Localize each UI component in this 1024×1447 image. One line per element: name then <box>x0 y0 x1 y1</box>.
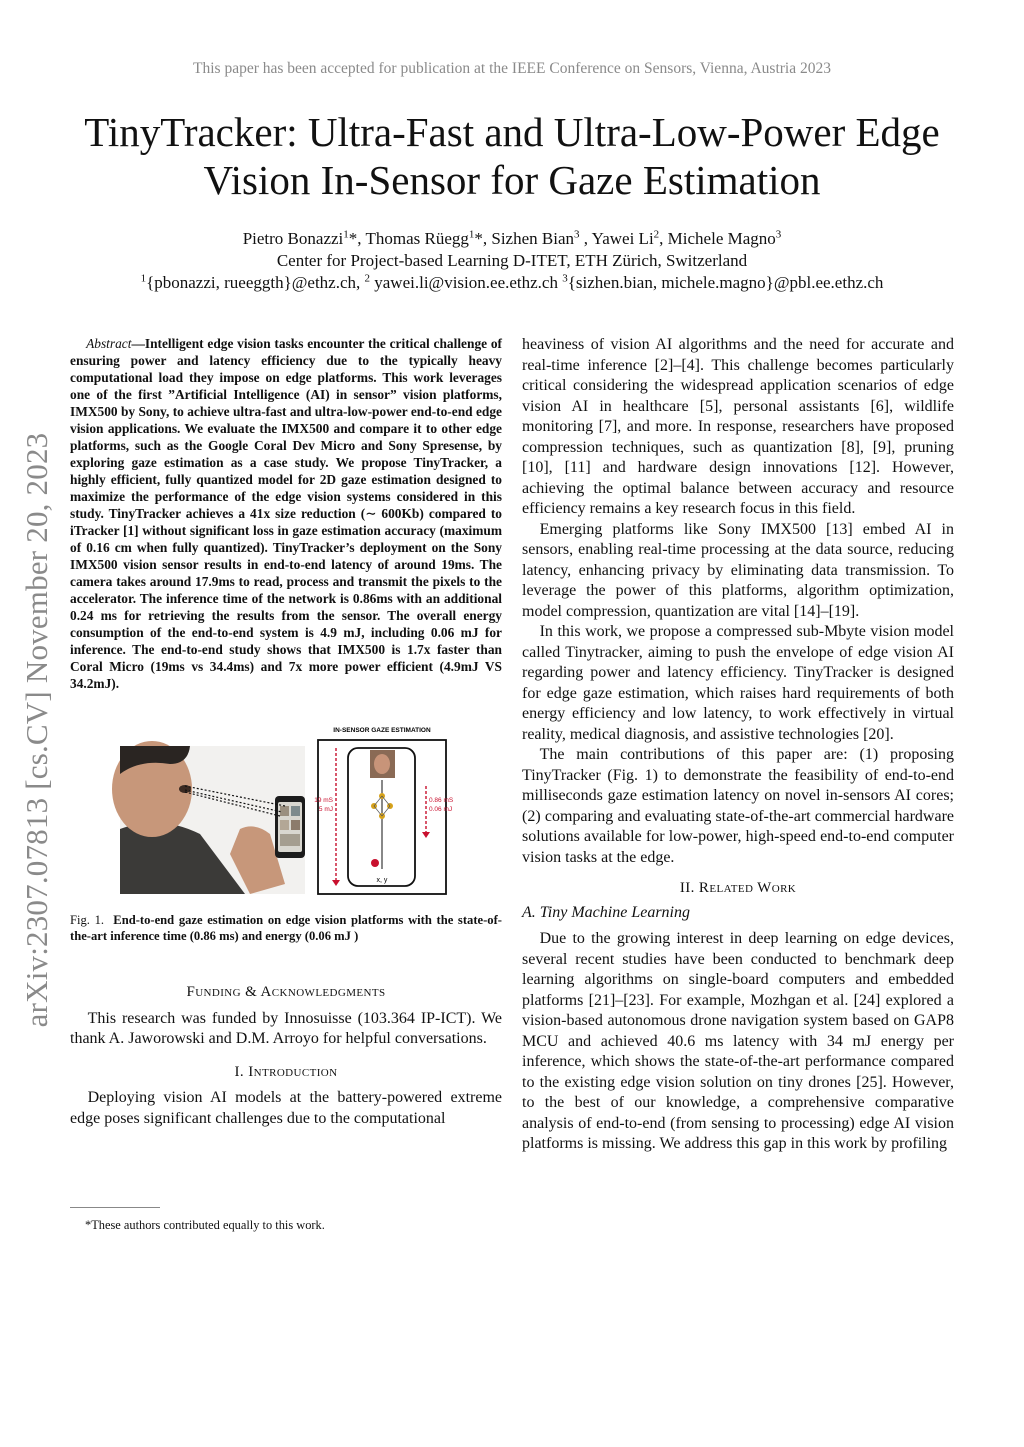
intro-paragraph-1: Deploying vision AI models at the battery-powered extreme edge poses significant challenges due to the computational <box>70 1089 502 1127</box>
arxiv-identifier: arXiv:2307.07813 [cs.CV] November 20, 2023 <box>19 432 54 1028</box>
author-name: Sizhen Bian <box>491 229 575 248</box>
related-work-heading: II. Related Work <box>679 880 797 896</box>
author-affil-mark: 2 <box>653 228 660 241</box>
abstract <box>70 335 502 692</box>
intro-heading: I. Introduction <box>234 1063 338 1080</box>
publication-notice: This paper has been accepted for publication at the IEEE Conference on Sensors, Vienna, Austria 2023 <box>193 60 831 77</box>
funding-heading: Funding & Acknowledgments <box>186 984 386 1000</box>
gaze-estimation-figure <box>70 727 502 894</box>
right-energy-label: 0.06 mJ <box>429 806 453 813</box>
author-name: Yawei Li <box>591 229 654 248</box>
output-label: x, y <box>376 877 388 884</box>
author-names: Pietro Bonazzi$^1$*, Thomas Rüegg$^1$*, Sizhen Bian$^3$ , Yawei Li$^2$, Michele Magno$^3$ <box>242 228 782 248</box>
author-affil-mark: 1 <box>343 228 349 241</box>
panel-title: IN-SENSOR GAZE ESTIMATION <box>333 727 431 734</box>
figure-1 <box>70 727 502 894</box>
arxiv-sidebar <box>12 432 62 1028</box>
subsection-heading: A. Tiny Machine Learning <box>522 903 690 921</box>
right-time-label: 0.86 mS <box>429 797 454 804</box>
left-time-label: 19 mS <box>314 797 333 804</box>
intro-paragraph-3: In this work, we propose a compressed sub-Mbyte vision model called Tinytracker, aiming to push the envelope of edge vision AI regarding power and latency efficiency. TinyTracker is designed for edge gaze estimation, which raises hard requirements of both energy efficiency and low latency, to work effectively in virtual reality, medical diagnosis, and assistive technologies [20]. <box>522 623 954 743</box>
author-name: Thomas Rüegg <box>365 229 469 248</box>
author-affil-mark: 1 <box>468 228 475 241</box>
author-emails <box>40 272 984 294</box>
left-column <box>70 335 502 1129</box>
funding-text: This research was funded by Innosuisse (103.364 IP-ICT). We thank A. Jaworowski and D.M. Arroyo for helpful conversations. <box>70 1009 502 1047</box>
person-photo <box>112 741 305 894</box>
intro-paragraph-4: The main contributions of this paper are: (1) proposing TinyTracker (Fig. 1) to demonstrate the feasibility of end-to-end milliseconds gaze estimation latency on novel in-sensors AI cores; (2) comparing and evaluating state-of-the-art commercial hardware solutions available for low-power, high-speed end-to-end computer vision tasks at the edge. <box>522 746 954 866</box>
caption-text: End-to-end gaze estimation on edge vision platforms with the state-of-the-art inference time (0.86 ms) and energy (0.06 mJ ) <box>70 913 502 943</box>
author-name: Pietro Bonazzi <box>242 229 344 248</box>
email-mark: 3 <box>562 272 568 285</box>
email-1: {pbonazzi, rueeggth}@ethz.ch, <box>146 273 361 292</box>
gaze-point-icon <box>371 859 379 867</box>
figure-caption <box>70 912 502 944</box>
email-3: {sizhen.bian, michele.magno}@pbl.ee.ethz.ch <box>567 273 884 292</box>
abstract-text: —Intelligent edge vision tasks encounter the critical challenge of ensuring power and latency efficiency due to the typically heavy computational load they impose on edge platforms. This work leverages one of the first ”Artificial Intelligence (AI) in sensor” vision platforms, IMX500 by Sony, to achieve ultra-fast and ultra-low-power end-to-end edge vision applications. We evaluate the IMX500 and compare it to other edge platforms, such as the Google Coral Dev Micro and Sony Spresense, by exploring gaze estimation as a case study. We propose TinyTracker, a highly efficient, fully quantized model for 2D gaze estimation designed to maximize the performance of the edge vision systems considered in this study. TinyTracker achieves a 41x size reduction (∼ 600Kb) compared to iTracker [1] without significant loss in gaze estimation accuracy (maximum of 0.16 cm when fully quantized). TinyTracker’s deployment on the Sony IMX500 vision sensor results in end-to-end latency of around 19ms. The camera takes around 17.9ms to read, process and transmit the pixels to the accelerator. The inference time of the network is 0.86ms with an additional 0.24 ms for retrieving the results from the sensor. The overall energy consumption of the end-to-end system is 4.9 mJ, including 0.06 mJ for inference. The end-to-end study shows that IMX500 is 1.7x faster than Coral Micro (19ms vs 34.4ms) and 7x more power efficient (4.9mJ VS 34.2mJ). <box>70 336 502 691</box>
author-affil-mark: 3 <box>574 228 580 241</box>
footnote: *These authors contributed equally to this work. <box>85 1218 325 1232</box>
email-mark: 1 <box>140 272 147 285</box>
intro-paragraph-2: Emerging platforms like Sony IMX500 [13] embed AI in sensors, enabling real-time processing at the data source, reducing latency, enhancing privacy by eliminating data transmission. To leverage the power of this platforms, algorithm optimization, model compression, quantization are vital [14]–[19]. <box>522 520 954 620</box>
caption-label: Fig. 1. <box>70 913 105 927</box>
intro-paragraph-1-cont: heaviness of vision AI algorithms and the need for accurate and real-time inference [2]–[4]. This challenge becomes particularly critical considering the widespread application scenarios of edge vision AI in healthcare [5], personal assistants [6], wildlife monitoring [7], and more. In response, researchers have proposed compression techniques, such as quantization [8], [9], pruning [10], [11] and hardware design innovations [12]. However, achieving the optimal balance between accuracy and resource efficiency remains a key research focus in this field. <box>522 336 954 517</box>
email-mark: 2 <box>364 272 371 285</box>
right-column <box>522 335 954 1155</box>
author-affil-mark: 3 <box>775 228 782 241</box>
author-name: Michele Magno <box>667 229 776 248</box>
author-block <box>40 228 984 294</box>
affiliation: Center for Project-based Learning D-ITET, ETH Zürich, Switzerland <box>276 251 748 270</box>
paper-title: TinyTracker: Ultra-Fast and Ultra-Low-Power Edge Vision In-Sensor for Gaze Estimation <box>84 109 940 203</box>
email-2: yawei.li@vision.ee.ethz.ch <box>374 273 558 292</box>
abstract-label: Abstract <box>86 336 132 351</box>
footnote-rule <box>70 1207 160 1208</box>
left-energy-label: 5 mJ <box>318 806 333 813</box>
related-paragraph-1: Due to the growing interest in deep learning on edge devices, several recent studies have been conducted to benchmark deep learning algorithms on single-board computers and embedded platforms [21]–[23]. For example, Mozhgan et al. [24] explored a vision-based autonomous drone navigation system based on GAP8 MCU and achieved 40.6 ms latency with 34 mJ energy per inference, which shows the state-of-the-art performance compared to the existing edge vision solution on tiny drones [25]. However, to the best of our knowledge, a comprehensive comparative analysis of end-to-end (from sensing to processing) edge AI vision platforms is missing. We address this gap in this work by profiling <box>522 930 954 1152</box>
